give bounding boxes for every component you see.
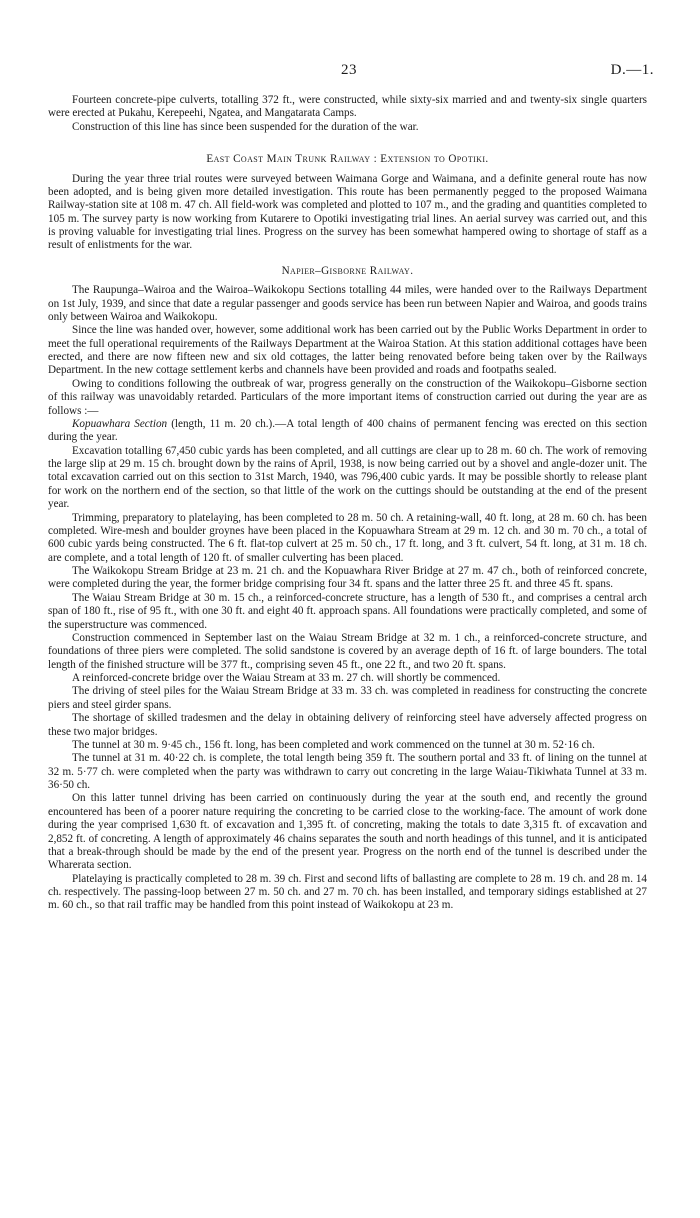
paragraph: Construction commenced in September last on the Waiau Stream Bridge at 32 m. 1 ch., a reinforced-concrete structure, and foundations of three piers were completed. The solid sandstone is covered by an average depth of 16 ft. of large bounders. The total length of the finished structure will be 377 ft., comprising seven 45 ft., one 22 ft., and two 20 ft. spans. bbox=[48, 631, 647, 671]
paragraph: On this latter tunnel driving has been carried on continuously during the year at the south end, and recently the ground encountered has been of a poorer nature requiring the concreting to be carried close to the working-face. The amount of work done during the year comprised 1,630 ft. of excavation and 1,395 ft. of concreting, making the totals to date 3,315 ft. of excavation and 2,852 ft. of concreting. A length of approximately 46 chains separates the south and north headings of this tunnel, and it is anticipated that a break-through should be made by the end of the present year. Progress on the north end of the tunnel is described under the Wharerata section. bbox=[48, 792, 647, 872]
section-heading-napier-gisborne: Napier–Gisborne Railway. bbox=[281, 264, 414, 277]
paragraph: Since the line was handed over, however, some additional work has been carried out by the Public Works Department in order to meet the full operational requirements of the Railways Department at the Wairoa Station. At this station additional cottages have been erected, and there are now fifteen new and six old cottages, the latter being renovated before being taken over by the Railways Department. In the new cottage settlement kerbs and channels have been provided and roads and footpaths sealed. bbox=[48, 324, 647, 377]
paragraph: Fourteen concrete-pipe culverts, totalling 372 ft., were constructed, while sixty-six married and and twenty-six single quarters were erected at Pukahu, Kerepeehi, Ngatea, and Mangatarata Camps. bbox=[48, 94, 647, 120]
paragraph: Trimming, preparatory to platelaying, has been completed to 28 m. 50 ch. A retaining-wall, 40 ft. long, at 28 m. 60 ch. has been completed. Wire-mesh and boulder groynes have been placed in the Kopuawhara Stream at 29 m. 12 ch. and 30 m. 70 ch., a total of 600 cubic yards being constructed. The 6 ft. flat-top culvert at 25 m. 50 ch., 17 ft. long, and 3 ft. culvert, 54 ft. long, at 31 m. 18 ch. are complete, and a total length of 120 ft. of smaller culverting has been placed. bbox=[48, 511, 647, 564]
document-body bbox=[48, 94, 647, 913]
paragraph: Construction of this line has since been suspended for the duration of the war. bbox=[72, 120, 419, 133]
page-number: 23 bbox=[341, 62, 357, 78]
subsection-title: Kopuawhara Section bbox=[72, 417, 168, 430]
paragraph: The tunnel at 31 m. 40·22 ch. is complete, the total length being 359 ft. The southern portal and 33 ft. of lining on the tunnel at 32 m. 5·77 ch. were completed when the party was withdrawn to carry out concreting in the large Waiau-Tikiwhata Tunnel at 33 m. 36·50 ch. bbox=[48, 752, 647, 791]
paragraph: The Waikokopu Stream Bridge at 23 m. 21 ch. and the Kopuawhara River Bridge at 27 m. 47 ch., both of reinforced concrete, were completed during the year, the former bridge comprising four 34 ft. spans and the latter three 25 ft. and three 45 ft. spans. bbox=[48, 565, 647, 591]
document-reference: D.—1. bbox=[610, 62, 654, 78]
paragraph: Excavation totalling 67,450 cubic yards has been completed, and all cuttings are clear up to 28 m. 60 ch. The work of removing the large slip at 29 m. 15 ch. brought down by the rains of April, 1938, is now being carried out by a shovel and angle-dozer unit. The total excavation carried out on this section to 31st March, 1940, was 796,400 cubic yards. It may be possible shortly to release plant for work on the northern end of the section, so that little of the work on the cuttings should be outstanding at the end of the present year. bbox=[48, 444, 647, 511]
paragraph: The shortage of skilled tradesmen and the delay in obtaining delivery of reinforcing steel have adversely affected progress on these two major bridges. bbox=[48, 712, 647, 738]
paragraph: Owing to conditions following the outbreak of war, progress generally on the construction of the Waikokopu–Gisborne section of this railway was unavoidably retarded. Particulars of the more important items of construction carried out during the year are as follows :— bbox=[48, 377, 647, 417]
paragraph-text: (length, 11 m. 20 ch.).—A total length of 400 chains of permanent fencing was erected on this section during the year. bbox=[48, 417, 648, 444]
paragraph: The Raupunga–Wairoa and the Wairoa–Waikokopu Sections totalling 44 miles, were handed over to the Railways Department on 1st July, 1939, and since that date a regular passenger and goods service has been run between Napier and Wairoa, and goods trains only between Wairoa and Waikokopu. bbox=[48, 284, 647, 323]
paragraph: A reinforced-concrete bridge over the Waiau Stream at 33 m. 27 ch. will shortly be commenced. bbox=[72, 672, 501, 684]
paragraph: The Waiau Stream Bridge at 30 m. 15 ch., a reinforced-concrete structure, has a length of 530 ft., and comprises a central arch span of 180 ft., rise of 95 ft., with one 30 ft. and eight 40 ft. approach spans. All foundations were practically completed, and some of the superstructure was commenced. bbox=[48, 591, 647, 631]
paragraph-kopuawhara bbox=[48, 418, 647, 445]
section-heading-east-coast: East Coast Main Trunk Railway : Extension to Opotiki. bbox=[206, 153, 489, 166]
paragraph: The driving of steel piles for the Waiau Stream Bridge at 33 m. 33 ch. was completed in readiness for constructing the concrete piers and steel girder spans. bbox=[48, 685, 647, 711]
paragraph: Platelaying is practically completed to 28 m. 39 ch. First and second lifts of ballasting are complete to 28 m. 19 ch. and 28 m. 14 ch. respectively. The passing-loop between 27 m. 50 ch. and 27 m. 70 ch. has been installed, and temporary sidings established at 27 m. 60 ch., so that rail traffic may be handled from this point instead of Waikokopu at 23 m. bbox=[48, 872, 647, 912]
paragraph: The tunnel at 30 m. 9·45 ch., 156 ft. long, has been completed and work commenced on the tunnel at 30 m. 52·16 ch. bbox=[72, 738, 595, 751]
paragraph: During the year three trial routes were surveyed between Waimana Gorge and Waimana, and a definite general route has now been adopted, and is being given more detailed investigation. This route has been permanently pegged to the proposed Waimana Railway-station site at 108 m. 47 ch. All field-work was completed and plotted to 107 m., and the grading and quantities completed to 105 m. The survey party is now working from Kutarere to Opotiki investigating trial lines. An aerial survey was carried out, and this is proving valuable for investigating trial lines. Progress on the survey has been somewhat hampered owing to shortage of staff as a result of enlistments for the war. bbox=[48, 172, 647, 252]
